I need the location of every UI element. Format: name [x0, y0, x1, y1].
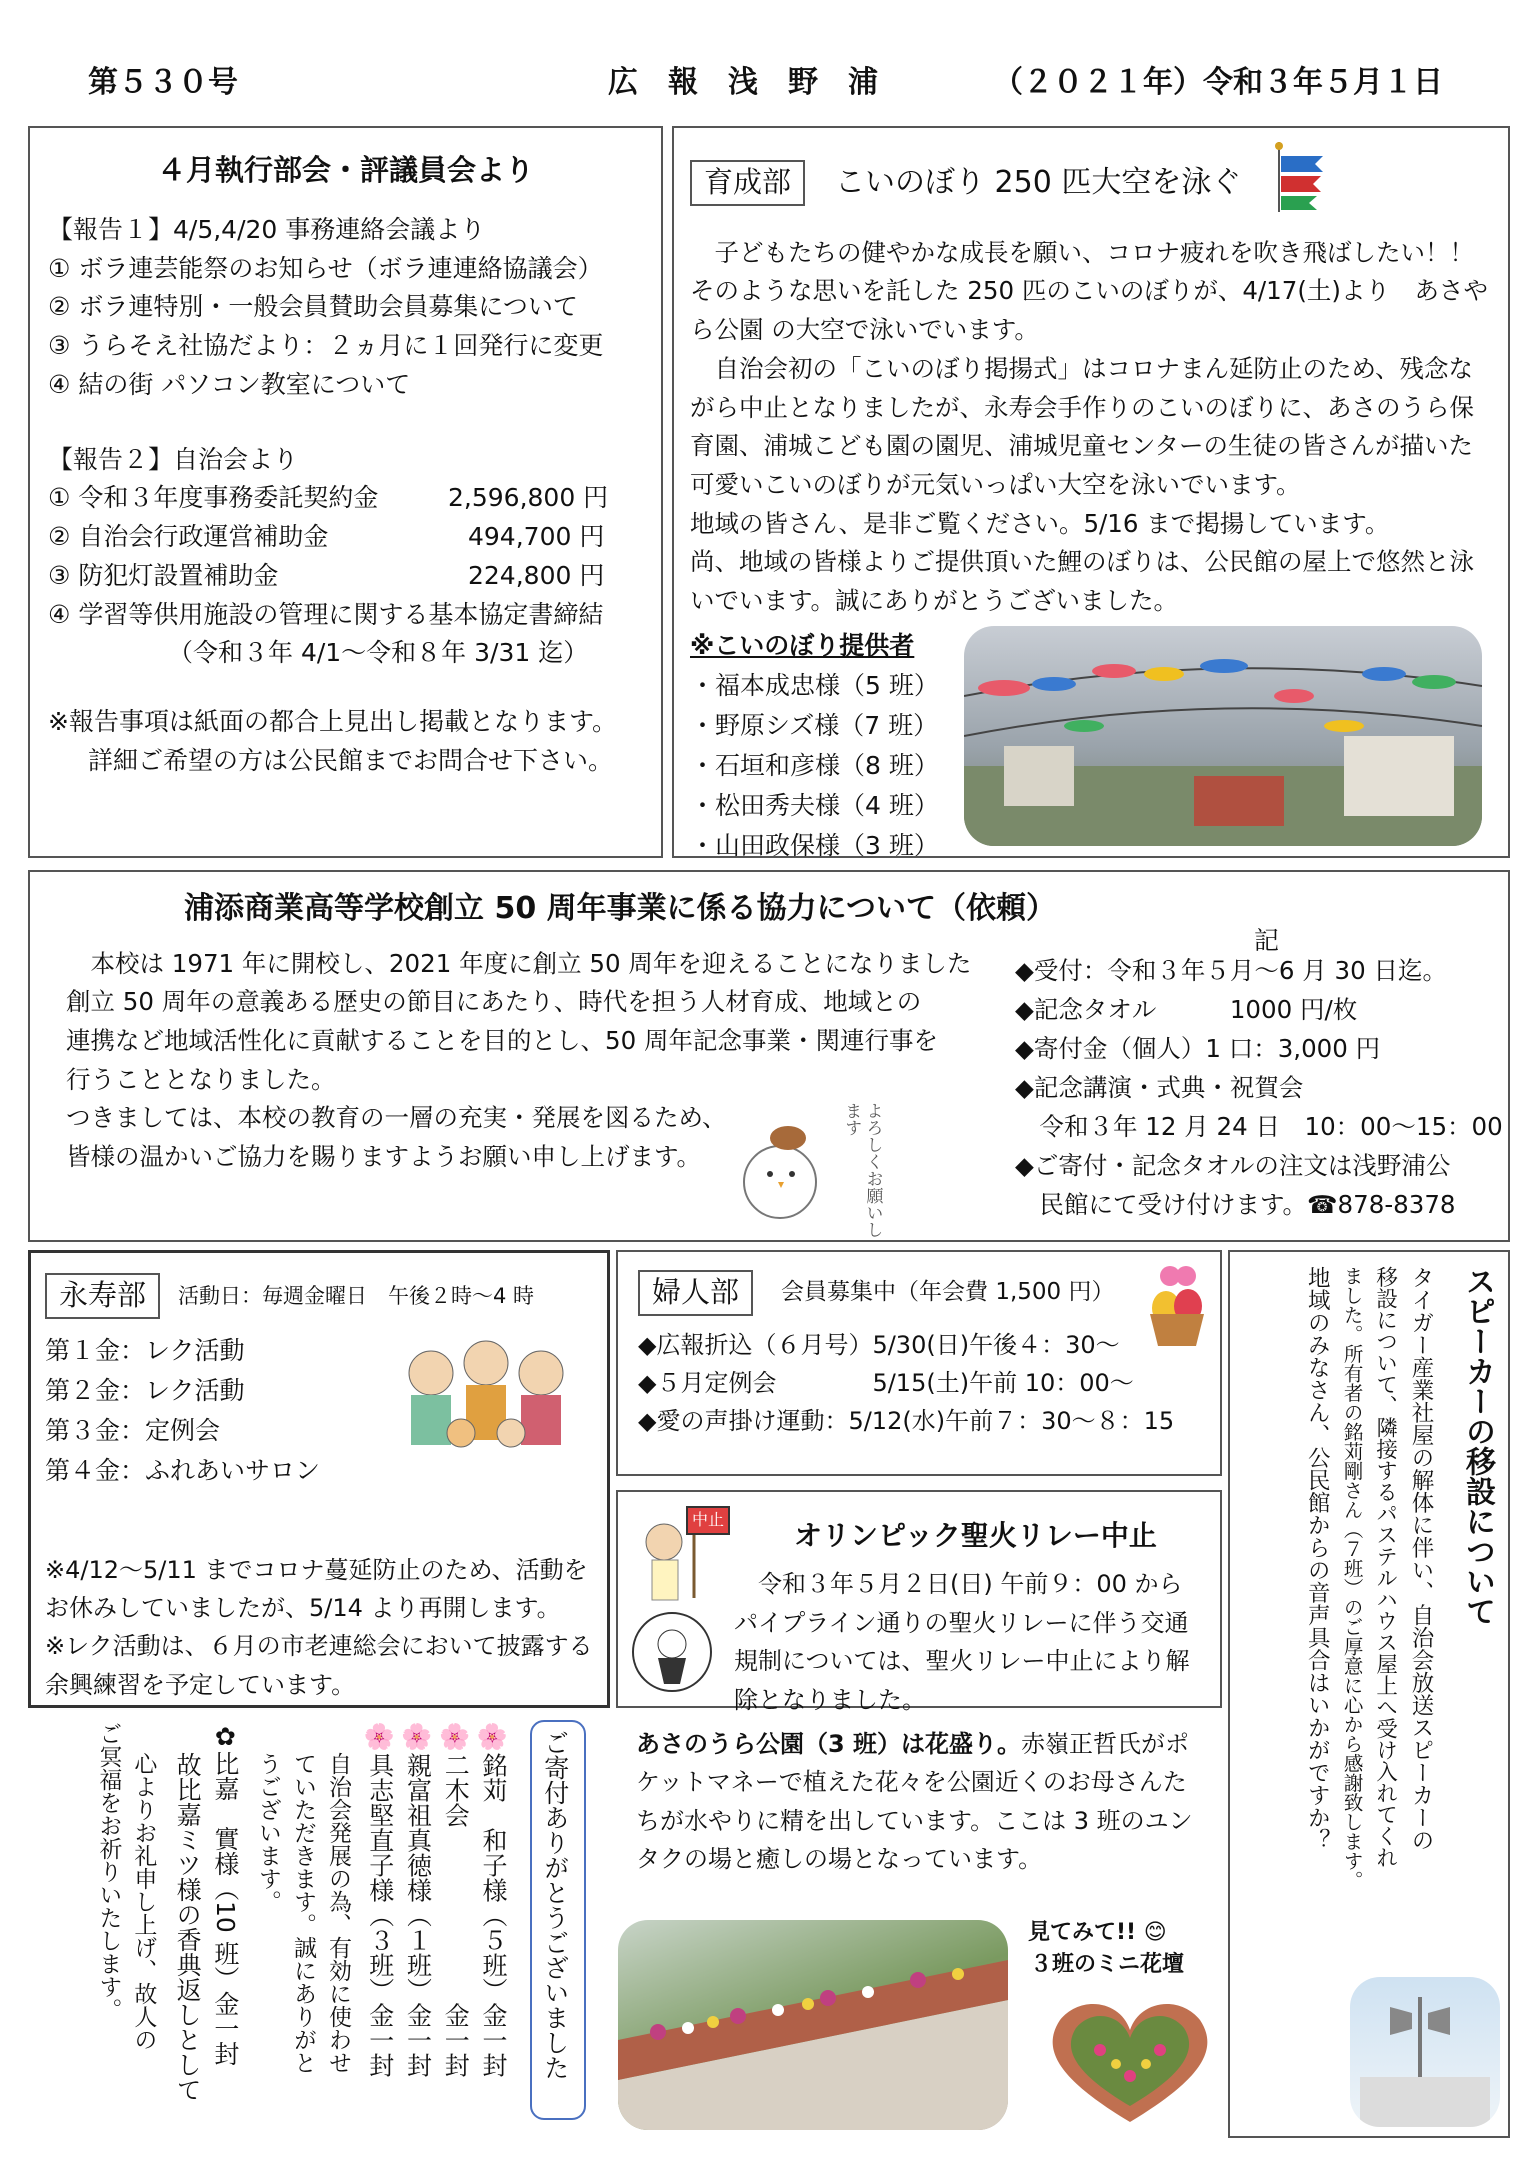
heart-flowerbed-photo — [1040, 1990, 1220, 2130]
ikusei-paragraph: 尚、地域の皆様よりご提供頂いた鯉のぼりは、公民館の屋上で悠然と泳いでいます。誠にありがとうございました。 — [690, 547, 1474, 616]
kifu-title-box — [530, 1720, 586, 2120]
list-item: ・福本成忠様（5 班） — [690, 670, 939, 700]
chick-caption: よろしくお願いします — [841, 1102, 883, 1238]
kifu-thanks: うございます。 — [254, 1752, 281, 1913]
fujin-recruit: 会員募集中（年会費 1,500 円） — [781, 1279, 1115, 1306]
park-section — [616, 1715, 1216, 1915]
flower-basket-icon — [1142, 1262, 1212, 1364]
eiju-tag: 永寿部 — [45, 1273, 160, 1319]
list-item: 第２金：レク活動 — [45, 1375, 245, 1405]
report1-title: 【報告１】4/5,4/20 事務連絡会議より — [48, 214, 486, 244]
kifu-entry: 🌸親富祖真徳様（１班）金一封 — [403, 1722, 433, 2078]
list-item: ① 令和３年度事務委託契約金 2,596,800 円 — [48, 483, 609, 513]
fujin-tag: 婦人部 — [638, 1270, 753, 1316]
kifu-entries — [92, 1722, 510, 2132]
loudspeaker-photo — [1350, 1977, 1500, 2127]
elders-illustration — [381, 1333, 591, 1473]
condolence: 心よりお礼申し上げ、故人の — [130, 1752, 157, 2051]
report2-list — [48, 479, 643, 673]
exec-title: ４月執行部会・評議員会より — [156, 153, 534, 187]
list-item: ④ 結の街 パソコン教室について — [48, 369, 411, 399]
kifu-thanks: ていただきます。誠にありがと — [289, 1752, 316, 2074]
kifu-entry: 🌸二木会 金一封 — [441, 1722, 471, 2078]
condolence: ご冥福をお祈りいたします。 — [95, 1722, 122, 2021]
olympic-body: 令和３年５月２日(日) 午前９：00 からパイプライン通りの聖火リレーに伴う交通規制については、聖火リレー中止により解除となりました。 — [734, 1570, 1190, 1714]
kifu-entry: 🌸具志堅直子様（３班）金一封 — [365, 1722, 395, 2078]
report2-title: 【報告２】自治会より — [48, 444, 299, 474]
speaker-section — [1228, 1250, 1510, 2138]
koinobori-icon — [1271, 142, 1331, 224]
list-item: ・山田政保様（3 班） — [690, 830, 939, 860]
kifu-thanks: 自治会発展の為、有効に使わせ — [325, 1752, 351, 2074]
ki-label: 記 — [1254, 926, 1280, 955]
list-item: 第１金：レク活動 — [45, 1335, 245, 1365]
masthead — [88, 60, 1458, 110]
ikusei-section — [672, 126, 1510, 858]
list-item: 第３金：定例会 — [45, 1415, 221, 1445]
ikusei-paragraph: 子どもたちの健やかな成長を願い、コロナ疲れを吹き飛ばしたい！！ そのような思いを託した 250 匹のこいのぼりが、4/17(土)より あさやら公園 の大空で泳いでいます。 — [690, 237, 1499, 345]
torch-runner-icon — [632, 1612, 712, 1692]
speaker-title: スピーカーの移設について — [1460, 1266, 1495, 1626]
fujin-list — [638, 1326, 1200, 1441]
list-item-sub: （令和３年 4/1～令和８年 3/31 迄） — [168, 638, 589, 668]
park-lead: あさのうら公園（3 班）は花盛り。 — [636, 1730, 1022, 1758]
donors-title: ※こいのぼり提供者 — [690, 630, 915, 660]
school-line: 創立 50 周年の意義ある歴史の節目にあたり、時代を担う人材育成、地域との — [66, 987, 922, 1017]
kifu-title: ご寄付ありがとうございました — [540, 1730, 570, 2080]
list-item: 第４金：ふれあいサロン — [45, 1455, 321, 1485]
speaker-line: 地域のみなさん、公民館からの音声具合はいかがですか？ — [1304, 1266, 1331, 1851]
exec-section — [28, 126, 663, 858]
list-item: ③ 防犯灯設置補助金 224,800 円 — [48, 560, 605, 590]
exec-note: 詳細ご希望の方は公民館までお問合せ下さい。 — [88, 745, 614, 775]
eiju-section — [28, 1250, 610, 1708]
kifu-section — [28, 1712, 590, 2138]
ikusei-paragraph: 地域の皆さん、是非ご覧ください。5/16 まで掲揚しています。 — [690, 508, 1390, 538]
ikusei-tag: 育成部 — [690, 160, 805, 206]
list-item: ◆愛の声掛け運動：5/12(水)午前７：30～８：15 — [638, 1407, 1175, 1436]
list-item: ④ 学習等供用施設の管理に関する基本協定書締結 — [48, 599, 604, 629]
list-item: ・石垣和彦様（8 班） — [690, 750, 939, 780]
detail-item: ◆寄付金（個人）1 口：3,000 円 — [1015, 1033, 1381, 1063]
detail-item: ◆受付：令和３年５月～6 月 30 日迄。 — [1015, 956, 1447, 985]
koden-entry: ✿比嘉 實様（10 班）金一封 — [210, 1722, 240, 2066]
list-item: ③ うらそえ社協だより：２ヵ月に１回発行に変更 — [48, 331, 604, 361]
olympic-title: オリンピック聖火リレー中止 — [794, 1519, 1157, 1552]
school-section — [28, 870, 1510, 1242]
eiju-activity: 活動日：毎週金曜日 午後２時～4 時 — [178, 1283, 535, 1308]
list-item: ◆広報折込（６月号）5/30(日)午後４：30～ — [638, 1330, 1120, 1359]
list-item: ② ボラ連特別・一般会員賛助会員募集について — [48, 292, 578, 322]
school-details — [1015, 952, 1510, 1225]
fujin-section — [616, 1250, 1222, 1476]
report1-list — [48, 250, 643, 405]
paper-title: 広 報 浅 野 浦 — [608, 65, 878, 100]
speaker-line: ました。所有者の銘苅剛さん（７班）のご厚意に心から感謝致します。 — [1340, 1266, 1364, 1890]
eiju-note: ※レク活動は、６月の市老連総会において披露する余興練習を予定しています。 — [45, 1632, 593, 1699]
flowerbed-caption-2: ３班のミニ花壇 — [1030, 1952, 1185, 1977]
list-item: ① ボラ連芸能祭のお知らせ（ボラ連連絡協議会） — [48, 253, 603, 283]
exec-note: ※報告事項は紙面の都合上見出し掲載となります。 — [48, 707, 617, 737]
ikusei-paragraph: 自治会初の「こいのぼり掲揚式」はコロナまん延防止のため、残念ながら中止となりましたが、永寿会手作りのこいのぼりに、あさのうら保育園、浦城こども園の園児、浦城児童センターの生徒の皆さんが描いた可愛いこいのぼりが元気いっぱい大空を泳いでいます。 — [690, 353, 1474, 499]
speaker-line: 移設について、隣接するパステルハウス屋上へ受け入れてくれ — [1372, 1266, 1398, 1868]
school-line: つきましては、本校の教育の一層の充実・発展を図るため、 — [66, 1103, 727, 1133]
cancel-sign: 中止 — [686, 1506, 730, 1535]
detail-item: ◆記念講演・式典・祝賀会 — [1015, 1072, 1304, 1102]
school-line: 行うこととなりました。 — [66, 1064, 336, 1094]
list-item: ・松田秀夫様（4 班） — [690, 790, 939, 820]
list-item: ・野原シズ様（7 班） — [690, 710, 939, 740]
ikusei-title: こいのぼり 250 匹大空を泳ぐ — [835, 164, 1242, 200]
list-item: ◆５月定例会 5/15(土)午前 10：00～ — [638, 1369, 1134, 1398]
flowerbed-caption-1: 見てみて!! 😊 — [1028, 1920, 1167, 1945]
detail-item: 民館にて受け付けます。☎878-8378 — [1015, 1189, 1456, 1219]
detail-item: ◆ご寄付・記念タオルの注文は浅野浦公 — [1015, 1150, 1451, 1180]
kifu-entry: 🌸銘苅 和子様（５班）金一封 — [479, 1722, 508, 2078]
issue-date: （２０２１年）令和３年５月１日 — [993, 65, 1443, 100]
speaker-line: タイガー産業社屋の解体に伴い、自治会放送スピーカーの — [1408, 1266, 1434, 1851]
school-line: 連携など地域活性化に貢献することを目的とし、50 周年記念事業・関連行事を — [66, 1025, 938, 1055]
list-item: ② 自治会行政運営補助金 494,700 円 — [48, 522, 605, 552]
koden-note: 故比嘉ミツ様の香典返しとして — [173, 1752, 203, 2102]
olympic-section — [616, 1490, 1222, 1714]
koinobori-photo — [964, 626, 1482, 846]
school-line: 皆様の温かいご協力を賜りますようお願い申し上げます。 — [66, 1142, 702, 1172]
school-title: 浦添商業高等学校創立 50 周年事業に係る協力について（依頼） — [184, 891, 1057, 926]
eiju-note: ※4/12～5/11 までコロナ蔓延防止のため、活動をお休みしていましたが、5/14 より再開します。 — [45, 1555, 588, 1623]
park-body: 赤嶺正哲氏がポケットマネーで植えた花々を公園近くのお母さんたちが水やりに精を出しています。ここは 3 班のユンタクの場と癒しの場となっています。 — [636, 1730, 1193, 1874]
flowerbed-photo — [618, 1920, 1008, 2130]
detail-item: ◆記念タオル 1000 円/枚 — [1015, 994, 1358, 1024]
detail-item: 令和３年 12 月 24 日 10：00～15：00 — [1015, 1111, 1503, 1141]
school-line: 本校は 1971 年に開校し、2021 年度に創立 50 周年を迎えることになりました — [90, 948, 972, 978]
issue-number: 第５３０号 — [88, 65, 238, 100]
